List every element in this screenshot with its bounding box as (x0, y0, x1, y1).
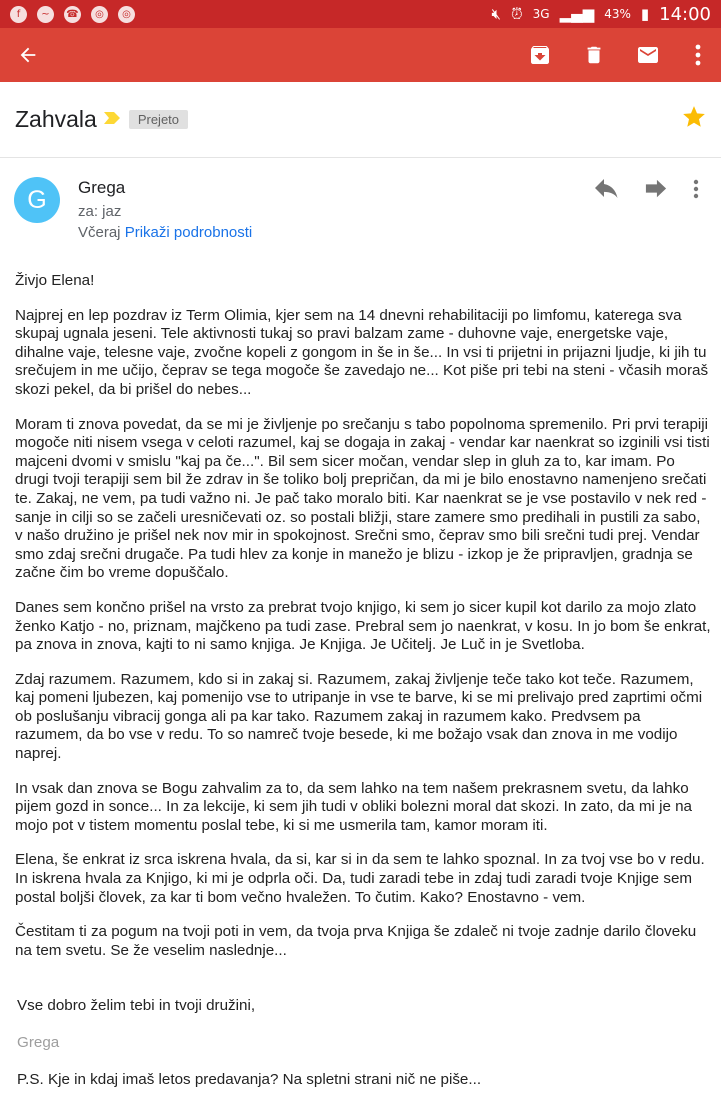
more-options-button[interactable] (675, 28, 721, 82)
recipient-line: za: jaz (78, 203, 122, 220)
mail-icon (635, 43, 661, 67)
sender-name: Grega (78, 178, 126, 197)
battery-icon: ▮ (640, 5, 650, 23)
clock: 14:00 (659, 3, 711, 25)
body-paragraph: Elena, še enkrat iz srca iskrena hvala, da si, kar si in da sem te lahko spoznal. In za tvoj vse bo v redu. In iskrena hvala za Knjigo, ki mi je odprla oči. Da, tudi zaradi tebe in zdaj tudi zaradi tvoje Knjige sem postal boljši človek, za kar ti bom večno hvaležen. To čutim. Kako? Enostavno - vem. (15, 851, 705, 906)
mark-unread-button[interactable] (621, 28, 675, 82)
more-vert-icon (695, 44, 701, 66)
avatar[interactable]: G (14, 177, 60, 223)
signature: Grega (17, 1034, 60, 1051)
more-vert-icon (693, 179, 699, 199)
sender-header (0, 158, 721, 258)
subject-row (0, 82, 721, 158)
importance-marker-icon[interactable] (103, 111, 121, 130)
facebook-icon: f (10, 6, 27, 23)
greeting: Živjo Elena! (15, 272, 95, 289)
email-subject: Zahvala (15, 106, 97, 132)
body-paragraph: Danes sem končno prišel na vrsto za prebrat tvojo knjigo, ki sem jo sicer kupil kot darilo za mojo zlato ženko Katjo - no, priznam, majčkeno pa tudi zase. Prebral sem jo naenkrat, v kosu. In jo bom še enkrat, pa znova in znova, kajti to ni samo knjiga. Je Knjiga. Je Učitelj. Je Luč in je Svetloba. (15, 598, 711, 654)
phone-icon: ☎ (64, 6, 81, 23)
body-paragraph: Čestitam ti za pogum na tvoji poti in vem, da tvoja prva Knjiga še zdaleč ni tvoje zadnje darilo človeku na tem svetu. Se že veselim naslednje... (15, 923, 697, 959)
message-more-button[interactable] (681, 174, 711, 204)
messenger-icon: ~ (37, 6, 54, 23)
forward-icon (645, 179, 667, 199)
message-body (15, 272, 711, 976)
forward-button[interactable] (631, 174, 681, 204)
body-paragraph: Najprej en lep pozdrav iz Term Olimia, kjer sem na 14 dnevni rehabilitaciji po limfomu, katerega sva skupaj ugnala jeseni. Tele aktivnosti tukaj so pravi balzam zame - duhovne vaje, energetske vaje, dihalne vaje, telesne vaje, zvočne kopeli z gongom in še in še... In vsi ti prijetni in prijazni ljudje, ki jih tu srečujem in me učijo, čeprav se tega mogoče še zavedajo ne... Kot piše pri tebi na steni - včasih moraš skozi pekel, da bi prišel do nebes... (15, 306, 709, 398)
postscript: P.S. Kje in kdaj imaš letos predavanja? Na spletni strani nič ne piše... (17, 1071, 482, 1088)
reply-button[interactable] (581, 174, 631, 204)
delete-icon (583, 43, 605, 67)
sent-date: Včeraj (78, 224, 121, 241)
show-details-link[interactable]: Prikaži podrobnosti (124, 224, 253, 241)
message-actions (581, 174, 711, 204)
mute-icon: 🔇︎ (491, 5, 501, 23)
archive-icon (528, 43, 552, 67)
star-icon[interactable] (681, 104, 707, 135)
date-line (78, 224, 252, 241)
archive-button[interactable] (513, 28, 567, 82)
body-paragraph: Zdaj razumem. Razumem, kdo si in zakaj si. Razumem, zakaj življenje teče tako kot teče. Razumem, kaj pomeni ljubezen, kaj pomenijo vse to utripanje in vse te barve, ki se mi prelivajo pred zaprtimi očmi ob poslušanju vibracij gonga ali pa kar tako. Razumem zakaj in razumem kako. Predvsem pa razumem, da bo vse v redu. To so namreč tvoje besede, ki me božajo vsak dan znova in me vodijo naprej. (15, 670, 703, 763)
label-chip-inbox[interactable]: Prejeto (129, 110, 188, 129)
status-bar (0, 0, 721, 28)
reply-icon (594, 179, 618, 199)
signal-icon: ▂▄▆ (559, 5, 595, 23)
body-paragraph: Moram ti znova povedat, da se mi je življenje po srečanju s tabo popolnoma spremenilo. Pri prvi terapiji mogoče niti nisem vsega v celoti razumel, kaj se dogaja in zakaj - vendar kar naenkrat so izginili vsi tisti majceni dvomi v smislu "kaj pa če...". Bil sem sicer močan, vendar slep in gluh za to, kar imam. Po drugi tvoji terapiji sem bil že zdrav in še toliko bolj prepričan, da mi je bilo enostavno namenjeno srečati te. Zakaj, ne vem, pa tudi važno ni. Je pač tako moralo biti. Kar naenkrat se je vse postavilo v nek red - sanje in cilji so se začeli uresničevati oz. so postali bližji, stare zamere smo predihali in pustili za sabo, v našo družino je prišel nek nov mir in spokojnost. Srečni smo, čeprav smo bili srečni tudi prej. Vendar smo zdaj srečni drugače. Pa tudi hlev za konje in manežo je blizu - izkop je že pripravljen, gradnja se začne čim bo vreme dopuščalo. (15, 415, 710, 582)
chrome-icon: ◎ (91, 6, 108, 23)
alarm-icon: ⏰︎ (510, 5, 523, 23)
app-bar (0, 28, 721, 82)
battery-level: 43% (604, 7, 631, 21)
delete-button[interactable] (567, 28, 621, 82)
network-type: 3G (532, 7, 550, 21)
chrome-icon: ◎ (118, 6, 135, 23)
back-button[interactable] (0, 44, 56, 66)
arrow-back-icon (17, 44, 39, 66)
notification-icons (10, 6, 135, 23)
closing-line: Vse dobro želim tebi in tvoji družini, (17, 997, 256, 1014)
body-paragraph: In vsak dan znova se Bogu zahvalim za to, da sem lahko na tem našem prekrasnem svetu, da lahko pijem gozd in sonce... In za lekcije, ki sem jih tudi v obliki bolezni moral dat skozi. In zato, da mi je na mojo pot v tistem momentu poslal tebe, ki si me usmerila tam, kamor moram iti. (15, 779, 693, 834)
